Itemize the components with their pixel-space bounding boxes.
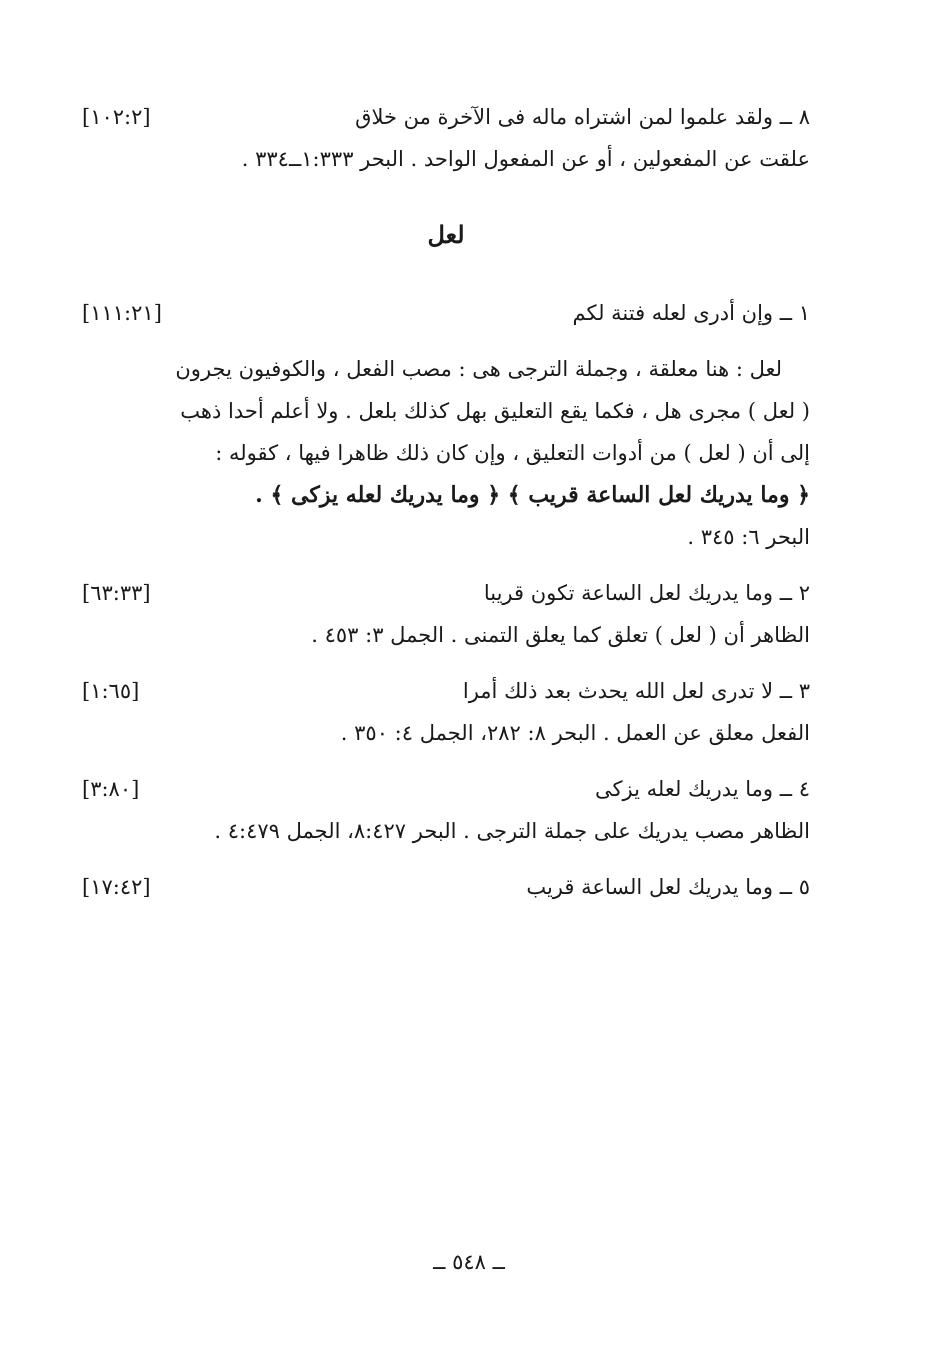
verse-reference: [١٧:٤٢] [82, 875, 151, 899]
verse-text: ٥ ــ وما يدريك لعل الساعة قريب [526, 875, 810, 899]
verse-reference: [٣:٨٠] [82, 777, 140, 801]
commentary: الظاهر أن ( لعل ) تعلق كما يعلق التمنى . الجمل ٣: ٤٥٣ . [311, 623, 810, 647]
verse-line [82, 572, 810, 614]
source-citation: البحر ٦: ٣٤٥ . [687, 525, 810, 549]
verse-text: ١ ــ وإن أدرى لعله فتنة لكم [572, 301, 810, 325]
verse-text: ٢ ــ وما يدريك لعل الساعة تكون قريبا [483, 581, 810, 605]
verse-reference: [١٠٢:٢] [82, 105, 151, 129]
page-number: ــ ٥٤٨ ــ [433, 1250, 505, 1274]
verse-text: ٣ ــ لا تدرى لعل الله يحدث بعد ذلك أمرا [462, 679, 810, 703]
verse-reference: [١:٦٥] [82, 679, 140, 703]
verse-text: ٨ ــ ولقد علموا لمن اشتراه ماله فى الآخرة من خلاق [355, 105, 810, 129]
commentary: الظاهر مصب يدريك على جملة الترجى . البحر ٨:٤٢٧، الجمل ٤:٤٧٩ . [214, 819, 810, 843]
verse-text: ٤ ــ وما يدريك لعله يزكى [595, 777, 810, 801]
entry-5 [82, 866, 810, 908]
entry-2 [82, 572, 810, 656]
entry-8 [82, 96, 810, 180]
paragraph-line: إلى أن ( لعل ) من أدوات التعليق ، وإن كان ذلك ظاهرا فيها ، كقوله : [215, 441, 810, 465]
verse-reference: [٦٣:٣٣] [82, 581, 151, 605]
quoted-verses: ﴿ وما يدريك لعل الساعة قريب ﴾ ﴿ وما يدريك لعله يزكى ﴾ . [255, 482, 810, 508]
verse-line [82, 96, 810, 138]
page-body [82, 96, 810, 908]
verse-line [82, 866, 810, 908]
verse-line [82, 768, 810, 810]
commentary-paragraph [82, 348, 810, 516]
commentary: الفعل معلق عن العمل . البحر ٨: ٢٨٢، الجمل ٤: ٣٥٠ . [340, 721, 810, 745]
verse-line [82, 292, 810, 334]
entry-4 [82, 768, 810, 852]
paragraph-line: لعل : هنا معلقة ، وجملة الترجى هى : مصب الفعل ، والكوفيون يجرون [175, 357, 782, 381]
section-heading: لعل [427, 220, 465, 249]
commentary: علقت عن المفعولين ، أو عن المفعول الواحد . البحر ١:٣٣٣ــ٣٣٤ . [241, 147, 810, 171]
verse-line [82, 670, 810, 712]
entry-3 [82, 670, 810, 754]
verse-reference: [١١١:٢١] [82, 301, 162, 325]
entry-1 [82, 292, 810, 558]
paragraph-line: ( لعل ) مجرى هل ، فكما يقع التعليق بهل كذلك بلعل . ولا أعلم أحدا ذهب [180, 399, 810, 423]
